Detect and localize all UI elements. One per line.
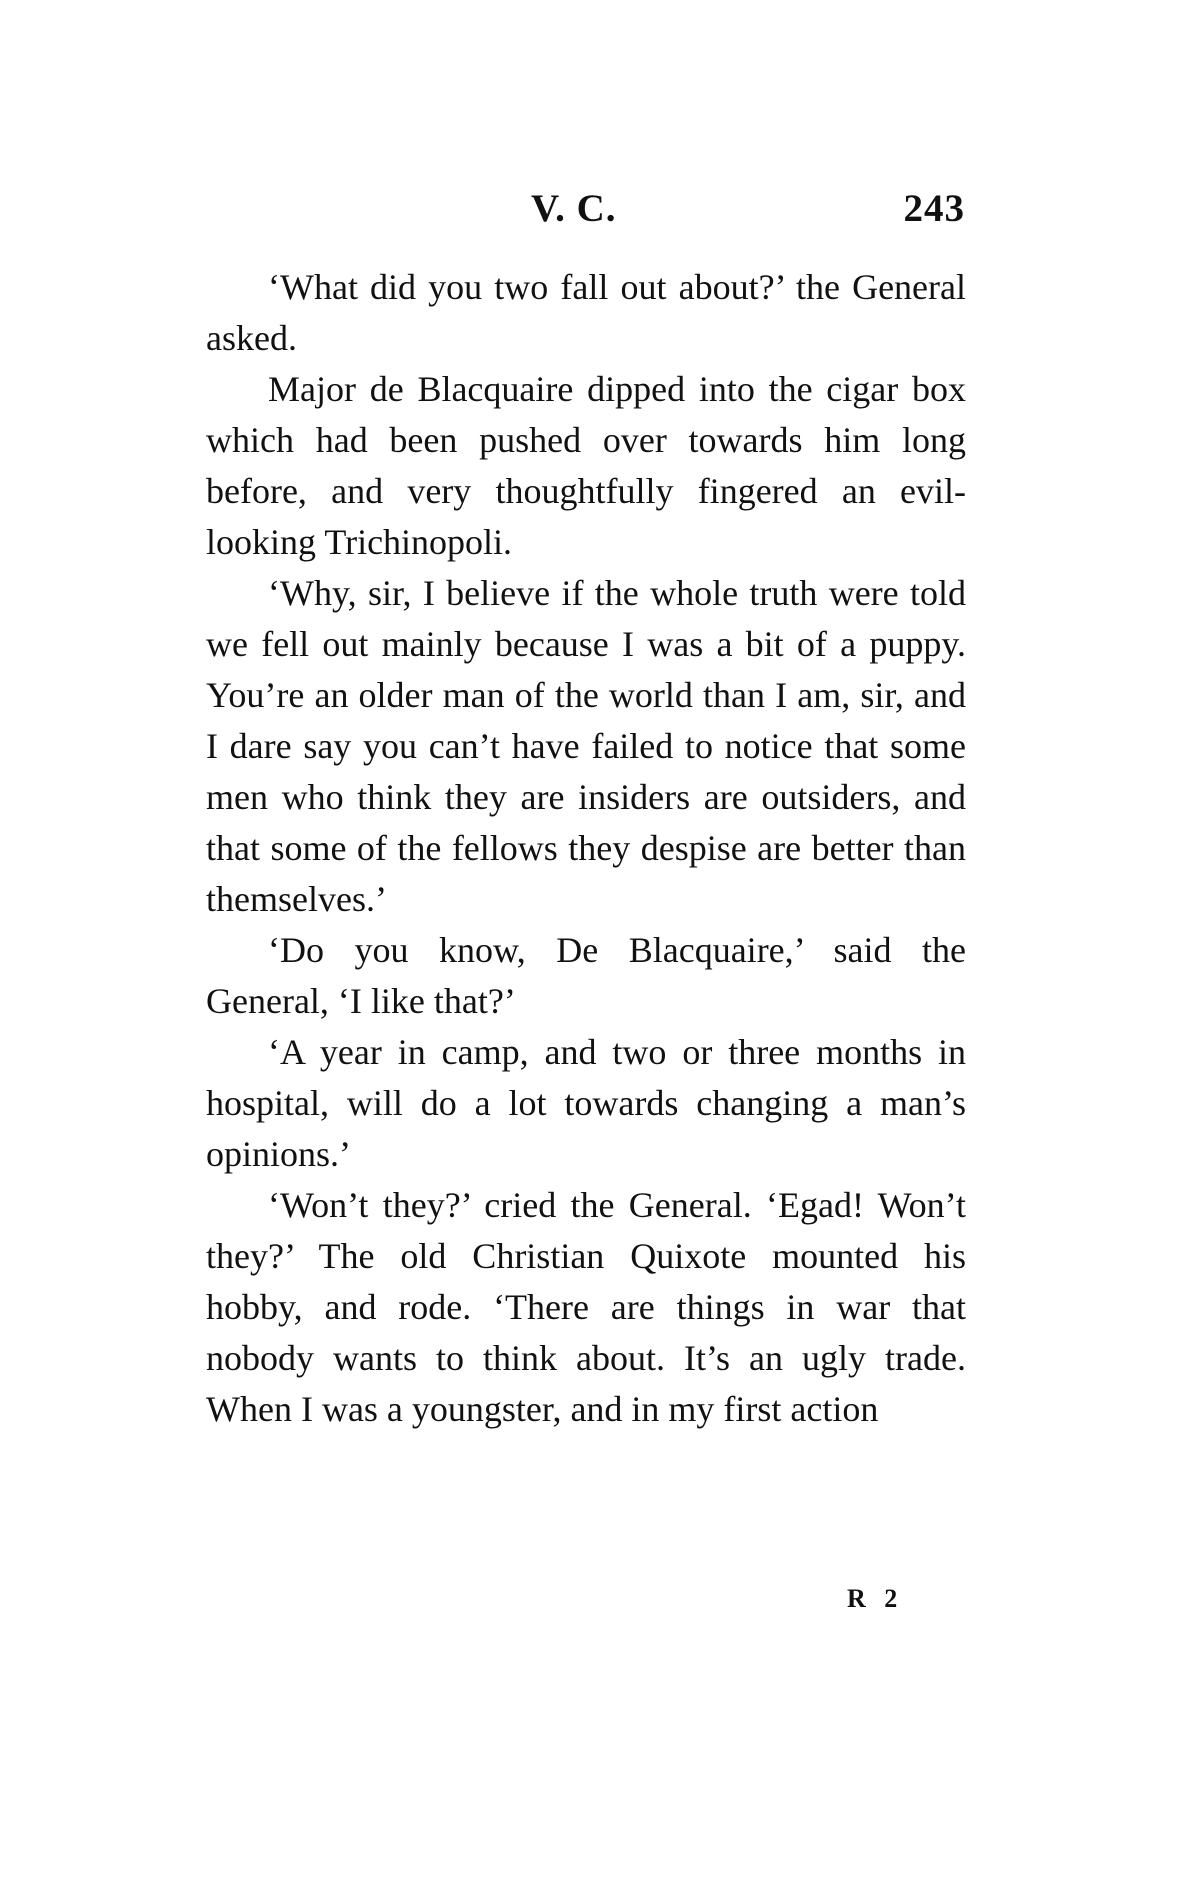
paragraph: ‘Why, sir, I believe if the whole truth were told we fell out mainly because I was a bit of a puppy. You’re an older man of the world than I am, sir, and I dare say you can’t have failed to notice that some men who think they are insiders are outsiders, and that some of the fellows they despise are better than themselves.’ [206,573,966,919]
paragraph: ‘Do you know, De Blacquaire,’ said the General, ‘I like that?’ [206,930,966,1021]
paragraph: ‘A year in camp, and two or three months in hospital, will do a lot towards changing a man’s opinions.’ [206,1032,966,1174]
paragraph: ‘What did you two fall out about?’ the General asked. [206,267,966,358]
running-head [205,186,965,236]
body-text [206,262,966,1435]
page-number: 243 [903,187,965,230]
running-title: V. C. [531,187,617,230]
paragraph: Major de Blacquaire dipped into the cigar box which had been pushed over towards him long before, and very thoughtfully fingered an evil-looking Trichinopoli. [206,369,966,562]
signature-mark: R 2 [847,1584,904,1613]
paragraph: ‘Won’t they?’ cried the General. ‘Egad! Won’t they?’ The old Christian Quixote mounted his hobby, and rode. ‘There are things in war that nobody wants to think about. It’s an ugly trade. When I was a youngster, and in my first action [206,1185,966,1429]
